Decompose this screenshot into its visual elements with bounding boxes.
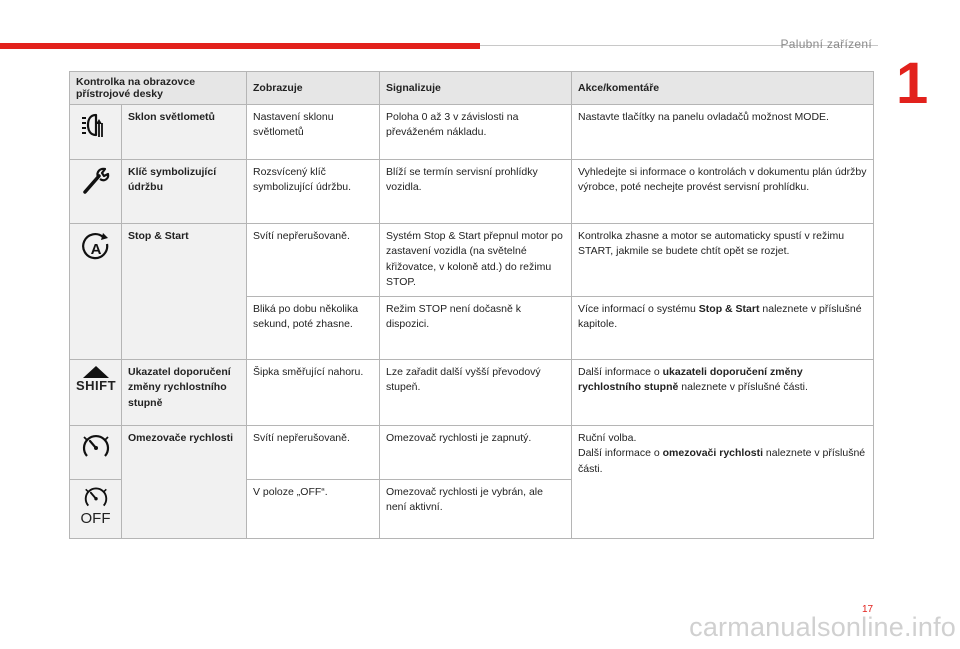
- action-cell: Nastavte tlačítky na panelu ovladačů možnost MODE.: [572, 105, 874, 160]
- signal-cell: Lze zařadit další vyšší převodový stupeň.: [380, 360, 572, 426]
- display-cell: Svítí nepřerušovaně.: [247, 224, 380, 297]
- column-header-signal: Signalizuje: [380, 72, 572, 105]
- action-text: naleznete v příslušné části.: [578, 447, 866, 475]
- table-header-row: [70, 72, 874, 105]
- speed-limiter-off-icon: [76, 485, 115, 530]
- action-cell: [572, 360, 874, 426]
- signal-cell: Blíží se termín servisní prohlídky vozidla.: [380, 160, 572, 224]
- section-title: Palubní zařízení: [780, 37, 872, 51]
- speed-limiter-icon: [76, 431, 115, 461]
- indicator-name: Sklon světlometů: [122, 105, 247, 160]
- indicator-icon-cell: [70, 480, 122, 539]
- display-cell: Nastavení sklonu světlometů: [247, 105, 380, 160]
- wrench-icon: [76, 165, 115, 195]
- column-header-action: Akce/komentáře: [572, 72, 874, 105]
- display-cell: Rozsvícený klíč symbolizující údržbu.: [247, 160, 380, 224]
- indicator-name: Klíč symbolizující údržbu: [122, 160, 247, 224]
- display-cell: Bliká po dobu několika sekund, poté zhasne.: [247, 297, 380, 360]
- display-cell: Šipka směřující nahoru.: [247, 360, 380, 426]
- action-line: Ruční volba.: [578, 432, 637, 445]
- action-text: Další informace o: [578, 447, 663, 460]
- signal-cell: Omezovač rychlosti je vybrán, ale není aktivní.: [380, 480, 572, 539]
- page-number: 17: [862, 604, 874, 615]
- indicator-name: Omezovače rychlosti: [122, 426, 247, 539]
- shift-indicator-icon: [76, 365, 115, 396]
- display-cell: V poloze „OFF“.: [247, 480, 380, 539]
- table-row: [70, 224, 874, 297]
- shift-label: SHIFT: [76, 378, 117, 394]
- action-text: Další informace o: [578, 366, 663, 379]
- signal-cell: Poloha 0 až 3 v závislosti na převáženém nákladu.: [380, 105, 572, 160]
- action-text: naleznete v příslušné kapitole.: [578, 303, 862, 331]
- action-text: Více informací o systému: [578, 303, 699, 316]
- action-cell: Vyhledejte si informace o kontrolách v dokumentu plán údržby výrobce, poté nechejte provést servisní prohlídku.: [572, 160, 874, 224]
- column-header-indicator: Kontrolka na obrazovce přístrojové desky: [70, 72, 247, 105]
- indicator-icon-cell: [70, 360, 122, 426]
- signal-cell: Systém Stop & Start přepnul motor po zastavení vozidla (na světelné křižovatce, v koloně atd.) do režimu STOP.: [380, 224, 572, 297]
- action-cell: [572, 297, 874, 360]
- indicator-icon-cell: [70, 426, 122, 480]
- action-cell: [572, 426, 874, 539]
- chapter-number: 1: [896, 51, 929, 116]
- indicator-icon-cell: [70, 224, 122, 360]
- header-red-bar: [0, 43, 480, 49]
- indicator-name: Stop & Start: [122, 224, 247, 360]
- signal-cell: Omezovač rychlosti je zapnutý.: [380, 426, 572, 480]
- display-cell: Svítí nepřerušovaně.: [247, 426, 380, 480]
- off-label: OFF: [80, 510, 111, 528]
- svg-text:A: A: [90, 241, 101, 259]
- table-row: [70, 426, 874, 480]
- stop-start-icon: [76, 232, 115, 264]
- indicator-icon-cell: [70, 160, 122, 224]
- table-row: [70, 105, 874, 160]
- action-bold-text: ukazateli doporučení změny rychlostního stupně: [578, 366, 803, 394]
- action-cell: Kontrolka zhasne a motor se automaticky spustí v režimu START, jakmile se budete chtít opět se rozjet.: [572, 224, 874, 297]
- signal-cell: Režim STOP není dočasně k dispozici.: [380, 297, 572, 360]
- action-bold-text: omezovači rychlosti: [662, 447, 763, 460]
- watermark: carmanualsonline.info: [689, 612, 956, 642]
- action-bold-text: Stop & Start: [698, 303, 760, 316]
- table-row: [70, 160, 874, 224]
- indicator-name: Ukazatel doporučení změny rychlostního stupně: [122, 360, 247, 426]
- column-header-display: Zobrazuje: [247, 72, 380, 105]
- table-row: [70, 360, 874, 426]
- indicator-icon-cell: [70, 105, 122, 160]
- warning-lights-table: [69, 71, 874, 539]
- action-text: naleznete v příslušné části.: [678, 381, 808, 394]
- headlamp-leveling-icon: [76, 110, 115, 140]
